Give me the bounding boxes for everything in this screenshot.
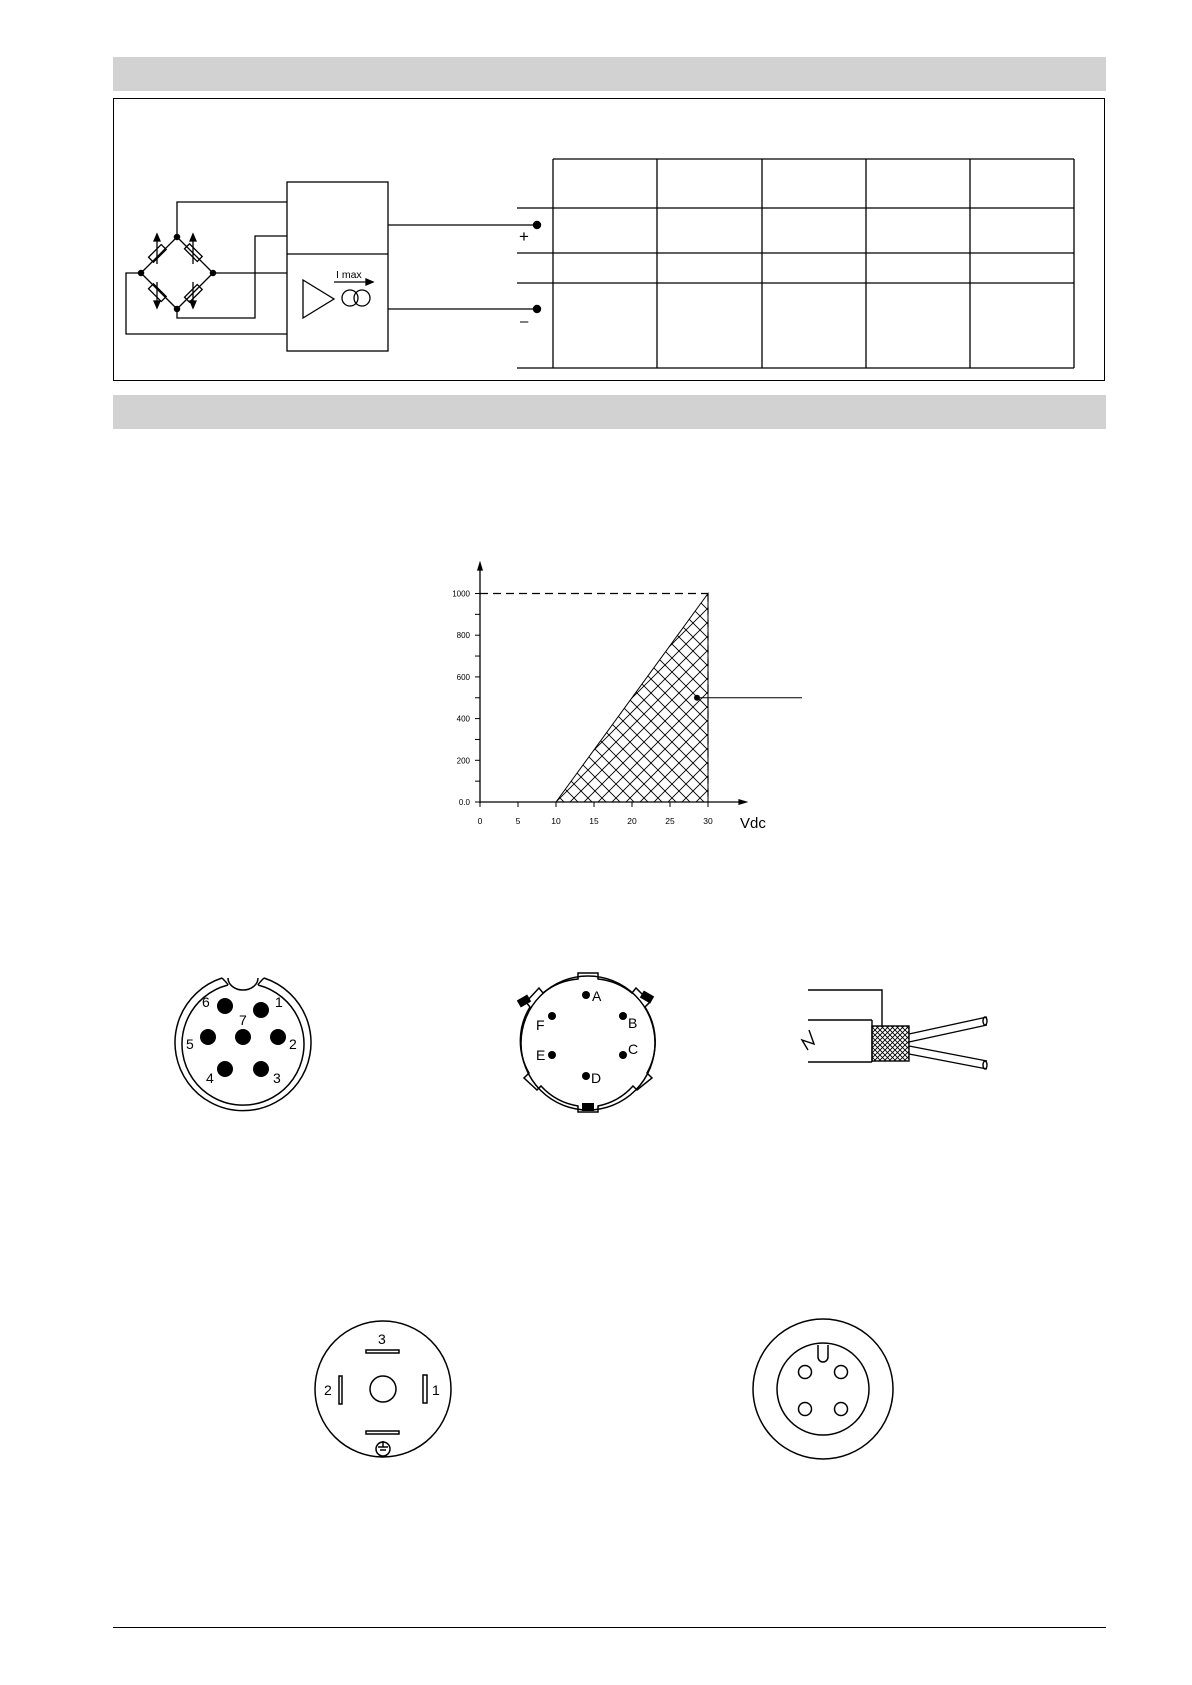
plus-sign: + — [519, 227, 529, 246]
pin-label-C: C — [628, 1041, 639, 1057]
pin-label-5: 5 — [186, 1036, 194, 1052]
pin-label-1: 1 — [275, 994, 283, 1010]
minus-sign: – — [520, 313, 529, 330]
footer-rule — [113, 1627, 1106, 1628]
pin-label-3: 3 — [273, 1070, 281, 1086]
pin-label-A: A — [592, 988, 602, 1004]
y-tick-label-0: 0.0 — [458, 798, 470, 807]
pin-label-B: B — [628, 1015, 638, 1031]
x-tick-label-15: 15 — [589, 816, 599, 826]
pin-label-F: F — [536, 1017, 545, 1033]
x-tick-label-5: 5 — [515, 816, 521, 826]
x-tick-label-25: 25 — [665, 816, 675, 826]
x-axis-label: Vdc — [740, 815, 766, 832]
pin-label-7: 7 — [239, 1012, 247, 1028]
x-tick-label-30: 30 — [703, 816, 713, 826]
x-tick-label-10: 10 — [551, 816, 561, 826]
pin-label-4: 4 — [206, 1070, 214, 1086]
pin-label-3: 3 — [378, 1331, 386, 1347]
y-tick-label-400: 400 — [456, 714, 470, 724]
pin-label-2: 2 — [324, 1382, 332, 1398]
x-tick-label-0: 0 — [477, 816, 483, 826]
imax-label: I max — [336, 269, 362, 281]
y-tick-label-600: 600 — [456, 672, 470, 682]
pin-label-1: 1 — [432, 1382, 440, 1398]
y-tick-label-800: 800 — [456, 631, 470, 641]
pin-label-6: 6 — [202, 994, 210, 1010]
pin-label-D: D — [591, 1070, 602, 1086]
pin-label-2: 2 — [289, 1036, 297, 1052]
x-tick-label-20: 20 — [627, 816, 637, 826]
y-tick-label-1000: 1000 — [452, 589, 470, 599]
pin-label-E: E — [536, 1047, 546, 1063]
y-tick-label-200: 200 — [456, 756, 470, 766]
